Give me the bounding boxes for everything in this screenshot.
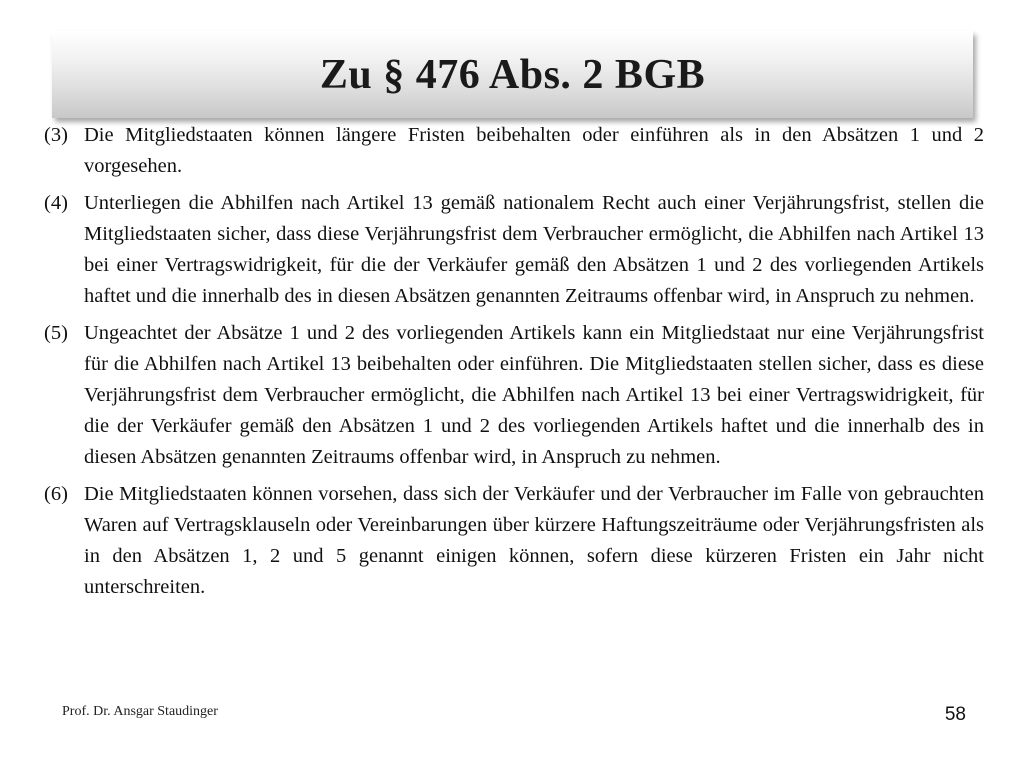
slide-body [44,120,984,609]
paragraph-number: (4) [44,192,68,214]
paragraph-text: Die Mitgliedstaaten können vorsehen, dass sich der Verkäufer und der Verbraucher im Falle von gebrauchten Waren auf Vertragsklauseln oder Vereinbarungen über kürzere Haftungszeiträume oder Verjährungsfristen als in den Absätzen 1, 2 und 5 genannt einigen können, sofern diese kürzeren Fristen ein Jahr nicht unterschreiten. [84,483,984,598]
paragraph-number: (3) [44,124,68,146]
footer-author: Prof. Dr. Ansgar Staudinger [62,704,218,719]
paragraph-text: Unterliegen die Abhilfen nach Artikel 13 gemäß nationalem Recht auch einer Verjährungsfrist, stellen die Mitgliedstaaten sicher, dass diese Verjährungsfrist dem Verbraucher ermöglicht, die Abhilfen nach Artikel 13 bei einer Vertragswidrigkeit, für die der Verkäufer gemäß den Absätzen 1 und 2 des vorliegenden Artikels haftet und die innerhalb des in diesen Absätzen genannten Zeitraums offenbar wird, in Anspruch zu nehmen. [84,192,984,307]
page-number: 58 [944,704,966,725]
paragraph-number: (5) [44,322,68,344]
slide-title: Zu § 476 Abs. 2 BGB [319,51,706,98]
paragraph-text: Die Mitgliedstaaten können längere Fristen beibehalten oder einführen als in den Absätzen 1 und 2 vorgesehen. [84,124,984,177]
title-banner [52,31,973,118]
paragraph-5 [44,318,984,473]
paragraph-number: (6) [44,483,68,505]
paragraph-6 [44,479,984,603]
paragraph-text: Ungeachtet der Absätze 1 und 2 des vorliegenden Artikels kann ein Mitgliedstaat nur eine Verjährungsfrist für die Abhilfen nach Artikel 13 beibehalten oder einführen. Die Mitgliedstaaten stellen sicher, dass es diese Verjährungsfrist dem Verbraucher ermöglicht, die Abhilfen nach Artikel 13 bei einer Vertragswidrigkeit, für die der Verkäufer gemäß den Absätzen 1 und 2 des vorliegenden Artikels haftet und die innerhalb des in diesen Absätzen genannten Zeitraums offenbar wird, in Anspruch zu nehmen. [84,322,984,468]
paragraph-4 [44,188,984,312]
paragraph-3 [44,120,984,182]
